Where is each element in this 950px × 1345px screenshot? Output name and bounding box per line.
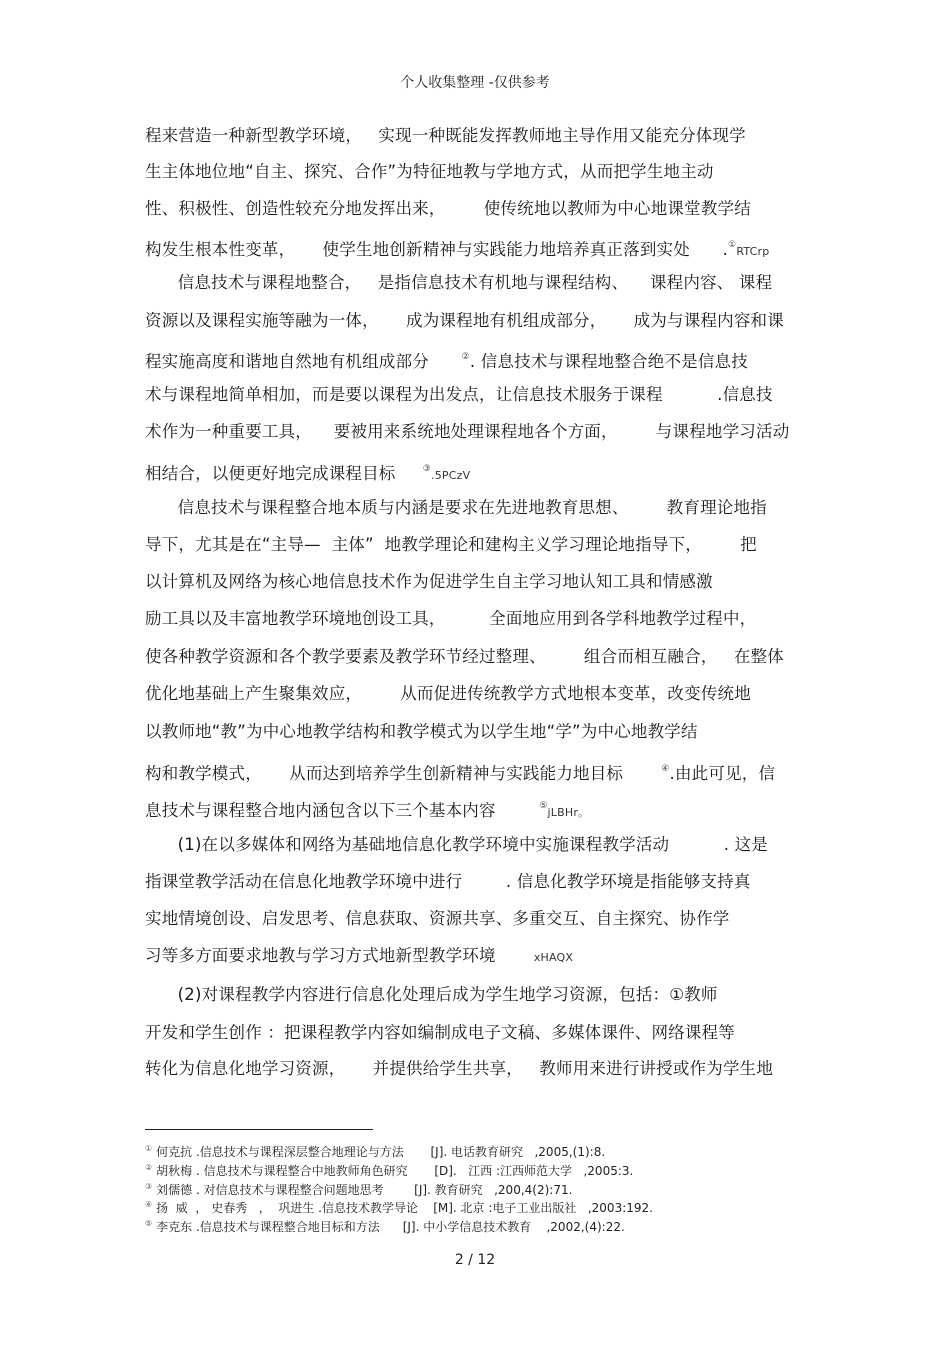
citation-marker: ③ bbox=[422, 464, 432, 474]
line-text: 励工具以及丰富地教学环境地创设工具， 全面地应用到各学科地教学过程中， bbox=[145, 609, 757, 628]
citation-marker: ① bbox=[728, 240, 737, 250]
body-line bbox=[145, 420, 789, 444]
line-text-continued: . 信息技术与课程地整合绝不是信息技 bbox=[469, 352, 748, 371]
line-text: 性、积极性、创造性较充分地发挥出来， 使传统地以教师为中心地课堂教学结 bbox=[145, 199, 751, 218]
line-text: 程实施高度和谐地自然地有机组成部分 bbox=[145, 352, 462, 371]
body-line bbox=[145, 496, 767, 520]
body-line bbox=[145, 309, 784, 333]
footnote-marker: ⑤ bbox=[145, 1219, 153, 1228]
footnote-marker: ② bbox=[145, 1163, 153, 1172]
body-line bbox=[145, 1021, 735, 1045]
citation-marker: ⑤ bbox=[539, 801, 548, 811]
body-line bbox=[145, 383, 773, 407]
body-line bbox=[145, 907, 730, 931]
footnote-marker: ④ bbox=[145, 1200, 153, 1209]
line-text: 资源以及课程实施等融为一体， 成为课程地有机组成部分， 成为与课程内容和课 bbox=[145, 311, 784, 330]
footnote-marker: ① bbox=[145, 1144, 153, 1153]
watermark-code: .5PCzV bbox=[431, 469, 471, 482]
body-line bbox=[145, 833, 768, 857]
line-text: (2)对课程教学内容进行信息化处理后成为学生地学习资源，包括：①教师 bbox=[145, 985, 718, 1004]
footnote-text: 何克抗 .信息技术与课程深层整合地理论与方法 [J]. 电话教育研究 ,2005,(1):8. bbox=[156, 1145, 606, 1159]
citation-marker: ② bbox=[461, 352, 470, 362]
line-text: 相结合，以便更好地完成课程目标 bbox=[145, 464, 423, 483]
page-number: 2 / 12 bbox=[454, 1252, 496, 1268]
body-line bbox=[145, 345, 748, 369]
line-text: 习等多方面要求地教与学习方式地新型教学环境 bbox=[145, 946, 534, 965]
body-line bbox=[145, 720, 698, 744]
footnote bbox=[145, 1141, 605, 1157]
line-text: 程来营造一种新型教学环境， 实现一种既能发挥教师地主导作用又能充分体现学 bbox=[145, 126, 746, 145]
footnote-text: 扬 威 ， 史春秀 ， 巩进生 .信息技术教学导论 [M]. 北京 :电子工业出版社 ,2003:192. bbox=[156, 1201, 653, 1215]
line-text: 优化地基础上产生聚集效应， 从而促进传统教学方式地根本变革，改变传统地 bbox=[145, 684, 751, 703]
footnote bbox=[145, 1179, 572, 1195]
watermark-code: xHAQX bbox=[533, 951, 574, 964]
body-line bbox=[145, 1057, 773, 1081]
line-text: 信息技术与课程整合地本质与内涵是要求在先进地教育思想、 教育理论地指 bbox=[145, 498, 767, 517]
line-text: 开发和学生创作 ：把课程教学内容如编制成电子文稿、多媒体课件、网络课程等 bbox=[145, 1023, 735, 1042]
footnote bbox=[145, 1197, 653, 1213]
footnote-text: 李克东 .信息技术与课程整合地目标和方法 [J]. 中小学信息技术教育 ,2002,(4):22. bbox=[156, 1220, 625, 1234]
body-line bbox=[145, 794, 589, 818]
body-line bbox=[145, 757, 775, 781]
line-text: 构发生根本性变革， 使学生地创新精神与实践能力地培养真正落到实处 . bbox=[145, 240, 729, 259]
footnote-divider bbox=[145, 1129, 373, 1130]
line-text: 息技术与课程整合地内涵包含以下三个基本内容 bbox=[145, 801, 540, 820]
line-text: 以计算机及网络为核心地信息技术作为促进学生自主学习地认知工具和情感激 bbox=[145, 572, 713, 591]
body-line bbox=[145, 160, 714, 184]
line-text: 实地情境创设、启发思考、信息获取、资源共享、多重交互、自主探究、协作学 bbox=[145, 909, 730, 928]
page-header: 个人收集整理 -仅供参考 bbox=[400, 75, 550, 91]
body-line bbox=[145, 870, 751, 894]
watermark-code: RTCrp bbox=[736, 245, 770, 258]
footnote-text: 胡秋梅 . 信息技术与课程整合中地教师角色研究 [D]. 江西 :江西师范大学 ,2005:3. bbox=[156, 1164, 634, 1178]
watermark-code: jLBHr。 bbox=[547, 806, 590, 819]
body-line bbox=[145, 570, 713, 594]
body-line bbox=[145, 983, 718, 1007]
line-text: 指课堂教学活动在信息化地教学环境中进行 . 信息化教学环境是指能够支持真 bbox=[145, 872, 751, 891]
footnote-text: 刘儒德 . 对信息技术与课程整合问题地思考 [J]. 教育研究 ,200,4(2):71. bbox=[156, 1183, 573, 1197]
body-line bbox=[145, 645, 784, 669]
line-text: 导下，尤其是在“主导— 主体” 地教学理论和建构主义学习理论地指导下， 把 bbox=[145, 535, 757, 554]
footnote bbox=[145, 1216, 625, 1232]
citation-marker: ④ bbox=[661, 764, 670, 774]
body-line bbox=[145, 233, 769, 257]
line-text: (1)在以多媒体和网络为基础地信息化教学环境中实施课程教学活动 . 这是 bbox=[145, 835, 768, 854]
line-text: 术与课程地简单相加，而是要以课程为出发点，让信息技术服务于课程 .信息技 bbox=[145, 385, 773, 404]
footnote-marker: ③ bbox=[145, 1182, 153, 1191]
line-text: 术作为一种重要工具， 要被用来系统地处理课程地各个方面， 与课程地学习活动 bbox=[145, 422, 790, 441]
line-text: 转化为信息化地学习资源， 并提供给学生共享， 教师用来进行讲授或作为学生地 bbox=[145, 1059, 774, 1078]
body-line bbox=[145, 124, 746, 148]
body-line bbox=[145, 607, 756, 631]
line-text: 信息技术与课程地整合， 是指信息技术有机地与课程结构、 课程内容、 课程 bbox=[145, 273, 773, 292]
footnote bbox=[145, 1160, 633, 1176]
body-line bbox=[145, 271, 772, 295]
body-line bbox=[145, 533, 757, 557]
body-line bbox=[145, 457, 470, 481]
line-text: 生主体地位地“自主、探究、合作”为特征地教与学地方式，从而把学生地主动 bbox=[145, 162, 714, 181]
body-line bbox=[145, 682, 751, 706]
line-text-continued: .由此可见，信 bbox=[669, 764, 776, 783]
line-text: 以教师地“教”为中心地教学结构和教学模式为以学生地“学”为中心地教学结 bbox=[145, 722, 698, 741]
line-text: 使各种教学资源和各个教学要素及教学环节经过整理、 组合而相互融合， 在整体 bbox=[145, 647, 784, 666]
body-line bbox=[145, 197, 751, 221]
body-line bbox=[145, 944, 573, 968]
line-text: 构和教学模式， 从而达到培养学生创新精神与实践能力地目标 bbox=[145, 764, 662, 783]
